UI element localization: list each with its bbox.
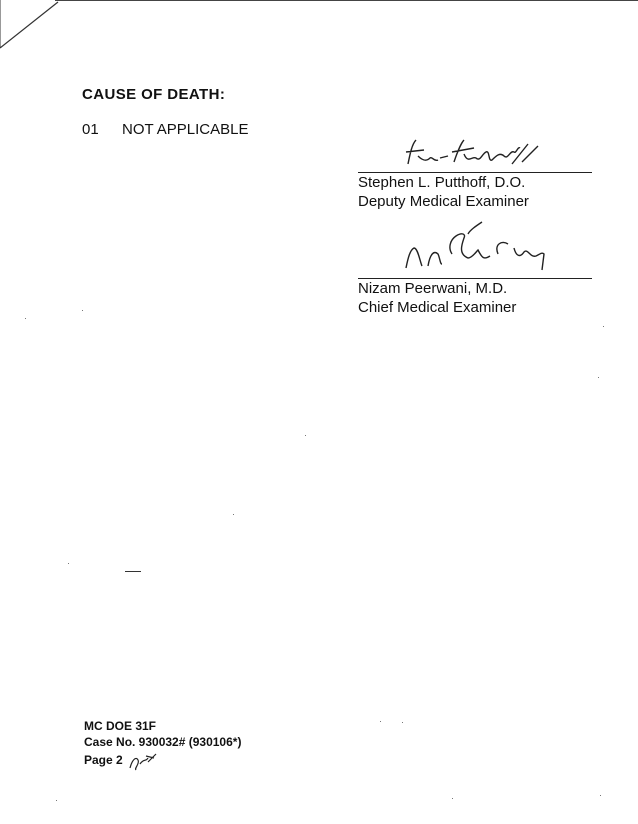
stray-mark: [125, 571, 141, 572]
signer-name: Nizam Peerwani, M.D.: [358, 280, 508, 297]
handwritten-signature: [378, 136, 548, 172]
signer-title: Chief Medical Examiner: [358, 299, 517, 316]
corner-fold-mark: [0, 0, 70, 55]
signature-block-chief: [358, 218, 592, 317]
handwritten-signature: [378, 218, 568, 278]
case-number: Case No. 930032# (930106*): [84, 735, 242, 749]
cause-item-text: NOT APPLICABLE: [122, 121, 249, 138]
page-number: Page 2: [84, 753, 123, 768]
signature-block-deputy: [358, 136, 592, 211]
cause-item: [82, 121, 248, 138]
page-line: [84, 750, 241, 772]
signer-name: Stephen L. Putthoff, D.O.: [358, 174, 526, 191]
handwritten-initials: [126, 750, 160, 772]
cause-item-number: 01: [82, 121, 99, 138]
document-footer: [84, 718, 241, 772]
cause-of-death-heading: CAUSE OF DEATH:: [82, 86, 226, 103]
top-edge-line: [55, 0, 638, 1]
signer-title: Deputy Medical Examiner: [358, 193, 529, 210]
form-code: MC DOE 31F: [84, 719, 157, 733]
